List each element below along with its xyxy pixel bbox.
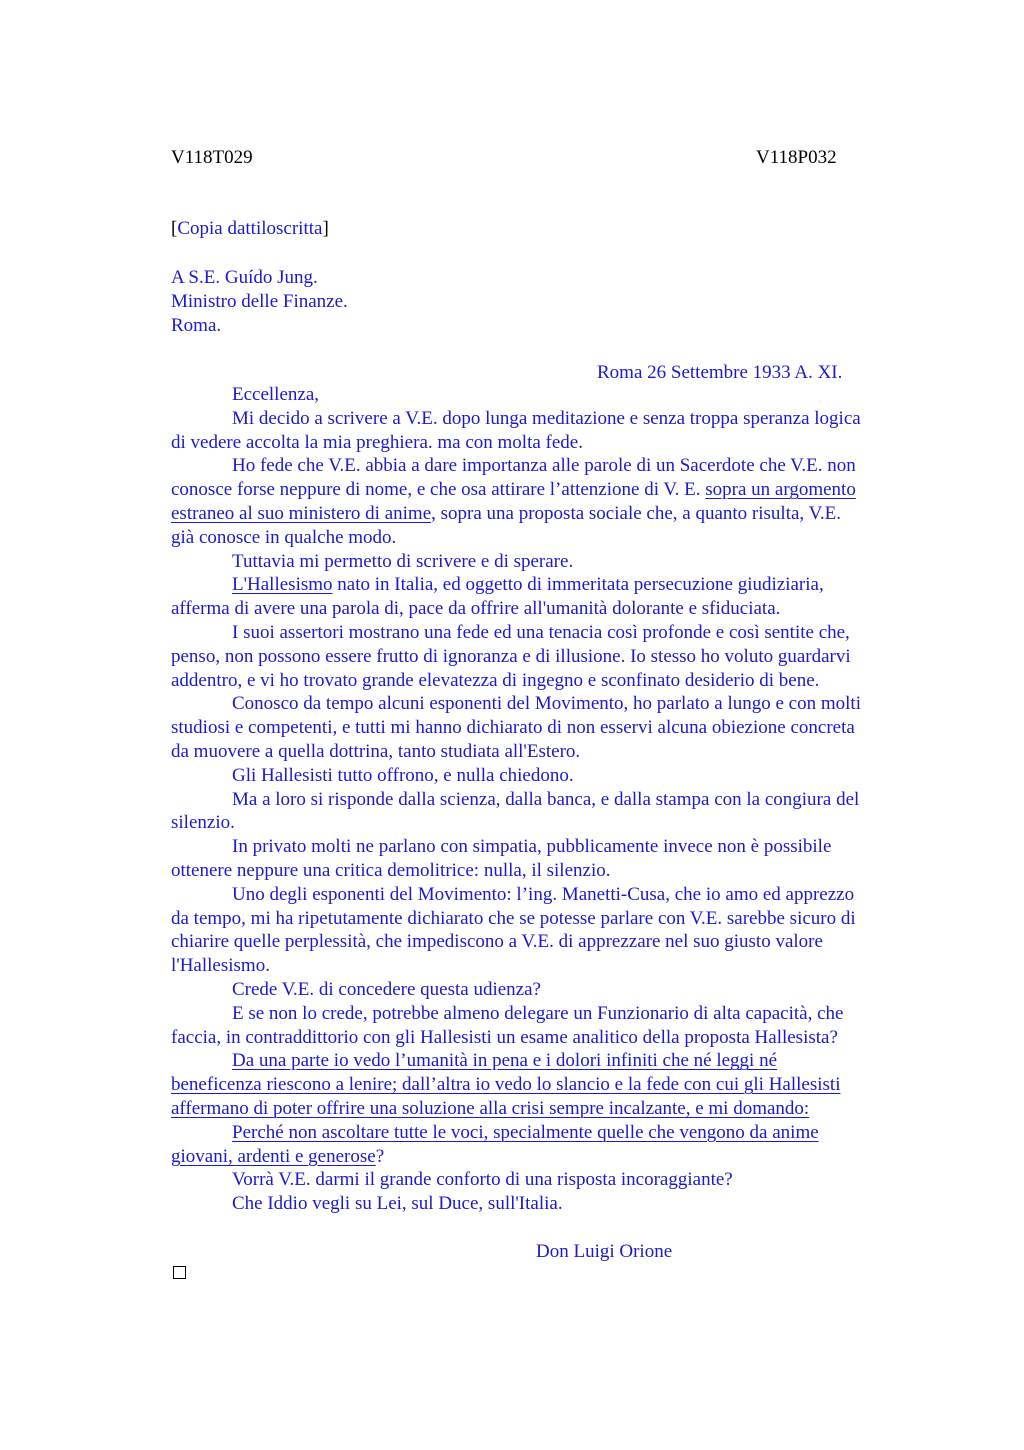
body-line: Ho fede che V.E. abbia a dare importanza alle parole di un Sacerdote che V.E. non xyxy=(232,455,856,477)
body-line: studiosi e competenti, e tutti mi hanno dichiarato di non esservi alcuna obiezione concreta xyxy=(171,717,855,739)
address-recipient: A S.E. Guído Jung. xyxy=(171,267,318,288)
body-text-segment: , sopra una proposta sociale che, a quanto risulta, V.E. xyxy=(431,502,841,524)
body-line xyxy=(171,478,931,502)
body-line: silenzio. xyxy=(171,812,235,834)
underlined-text-segment: L'Hallesismo xyxy=(232,574,333,596)
body-line: da muovere a quella dottrina, tanto studiata all'Estero. xyxy=(171,740,581,762)
underlined-text-segment: giovani, ardenti e generose xyxy=(171,1145,376,1167)
body-line xyxy=(171,502,931,526)
address-title: Ministro delle Finanze. xyxy=(171,291,348,312)
body-line: afferma di avere una parola di, pace da offrire all'umanità dolorante e sfiduciata. xyxy=(171,598,781,620)
body-line: Tuttavia mi permetto di scrivere e di sperare. xyxy=(232,550,574,572)
underlined-text-segment: Perché non ascoltare tutte le voci, specialmente quelle che vengono da anime xyxy=(232,1121,819,1143)
body-line: Mi decido a scrivere a V.E. dopo lunga meditazione e senza troppa speranza logica xyxy=(232,407,861,429)
body-text-segment: conosce forse neppure di nome, e che osa attirare l’attenzione di V. E. xyxy=(171,479,706,501)
body-line xyxy=(171,1145,931,1169)
body-line: Uno degli esponenti del Movimento: l’ing. Manetti-Cusa, che io amo ed apprezzo xyxy=(232,883,855,905)
body-line: già conosce in qualche modo. xyxy=(171,526,397,548)
letter-body xyxy=(171,383,931,1216)
signature: Don Luigi Orione xyxy=(536,1241,673,1262)
body-line xyxy=(171,1049,931,1073)
body-line: Conosco da tempo alcuni esponenti del Movimento, ho parlato a lungo e con molti xyxy=(232,693,861,715)
body-line xyxy=(171,1073,931,1097)
end-of-document-box-icon xyxy=(173,1266,186,1279)
underlined-text-segment: estraneo al suo ministero di anime xyxy=(171,502,432,524)
body-line: E se non lo crede, potrebbe almeno delegare un Funzionario di alta capacità, che xyxy=(232,1002,844,1024)
body-line xyxy=(171,1121,931,1145)
closing-blessing: Che Iddio vegli su Lei, sul Duce, sull'Italia. xyxy=(232,1193,563,1215)
body-line: Crede V.E. di concedere questa udienza? xyxy=(232,978,541,1000)
body-line: di vedere accolta la mia preghiera. ma con molta fede. xyxy=(171,431,583,453)
body-line: Gli Hallesisti tutto offrono, e nulla chiedono. xyxy=(232,764,574,786)
underlined-text-segment: affermano di poter offrire una soluzione alla crisi sempre incalzante, e mi domando: xyxy=(171,1097,810,1119)
salutation: Eccellenza, xyxy=(232,384,320,405)
body-text-segment: nato in Italia, ed oggetto di immeritata persecuzione giudiziaria, xyxy=(332,574,824,596)
header-left-code: V118T029 xyxy=(171,147,253,168)
copy-note-open-bracket: [ xyxy=(171,218,178,239)
body-line xyxy=(171,1097,931,1121)
body-line: penso, non possono essere frutto di ignoranza e di illusione. Io stesso ho voluto guardarvi xyxy=(171,645,851,667)
body-line xyxy=(171,573,931,597)
underlined-text-segment: Da una parte io vedo l’umanità in pena e i dolori infiniti che né leggi né xyxy=(232,1050,778,1072)
underlined-text-segment: beneficenza riescono a lenire; dall’altra io vedo lo slancio e la fede con cui gli Hallesisti xyxy=(171,1074,841,1096)
body-line: In privato molti ne parlano con simpatia, pubblicamente invece non è possibile xyxy=(232,836,832,858)
copy-note-label: Copia dattiloscritta xyxy=(177,218,323,239)
body-line: I suoi assertori mostrano una fede ed una tenacia così profonde e così sentite che, xyxy=(232,621,850,643)
date-line: Roma 26 Settembre 1933 A. XI. xyxy=(597,362,843,383)
header-right-code: V118P032 xyxy=(756,147,837,168)
body-line: faccia, in contraddittorio con gli Hallesisti un esame analitico della proposta Hallesista? xyxy=(171,1026,838,1048)
body-line: Vorrà V.E. darmi il grande conforto di una risposta incoraggiante? xyxy=(232,1169,733,1191)
copy-note xyxy=(171,217,329,241)
body-line: ottenere neppure una critica demolitrice: nulla, il silenzio. xyxy=(171,859,611,881)
body-line: da tempo, mi ha ripetutamente dichiarato che se potesse parlare con V.E. sarebbe sicuro di xyxy=(171,907,856,929)
body-line: Ma a loro si risponde dalla scienza, dalla banca, e dalla stampa con la congiura del xyxy=(232,788,860,810)
body-line: addentro, e vi ho trovato grande elevatezza di ingegno e sconfinato desiderio di bene. xyxy=(171,669,820,691)
underlined-text-segment: sopra un argomento xyxy=(705,479,856,501)
copy-note-close-bracket: ] xyxy=(322,218,329,239)
body-line: l'Hallesismo. xyxy=(171,955,270,977)
address-city: Roma. xyxy=(171,315,222,336)
body-text-segment: ? xyxy=(375,1145,385,1167)
body-line: chiarire quelle perplessità, che impediscono a V.E. di apprezzare nel suo giusto valore xyxy=(171,931,823,953)
